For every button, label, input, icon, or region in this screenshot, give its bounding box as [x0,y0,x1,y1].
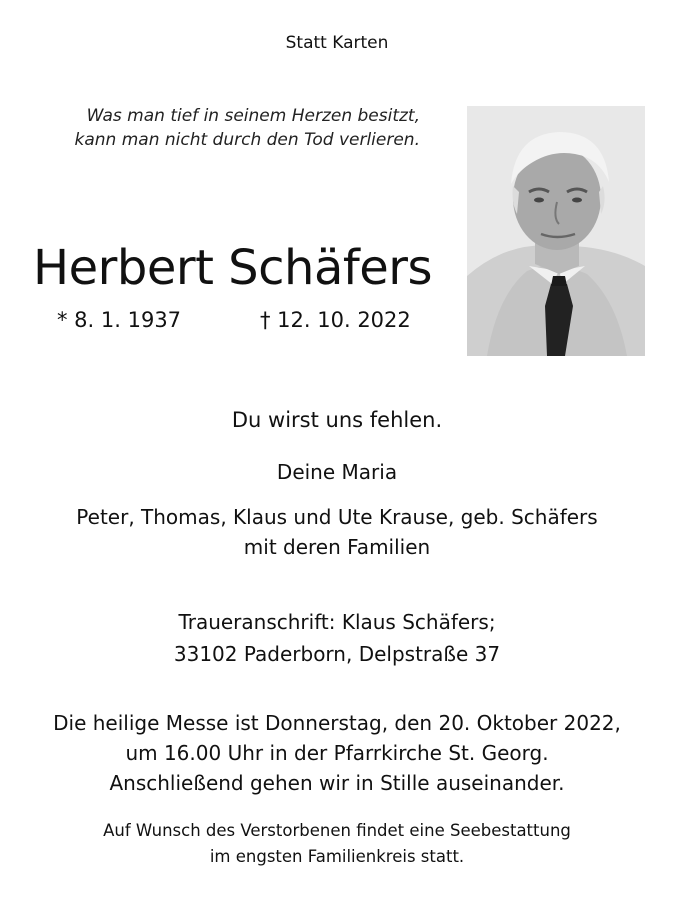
service-line-1: Die heilige Messe ist Donnerstag, den 20. Oktober 2022, [53,711,621,735]
birth-date: * 8. 1. 1937 [57,308,182,332]
service-line-2: um 16.00 Uhr in der Pfarrkirche St. Georg. [125,741,549,765]
spouse-signature: Deine Maria [276,460,398,484]
family-line-1: Peter, Thomas, Klaus und Ute Krause, geb. Schäfers [76,505,598,529]
portrait-photo [467,106,645,356]
burial-info [0,818,674,870]
burial-line-1: Auf Wunsch des Verstorbenen findet eine Seebestattung [103,821,571,840]
memorial-quote [75,104,421,152]
quote-line-2: kann man nicht durch den Tod verlieren. [74,130,420,150]
family-line-2: mit deren Familien [243,535,431,559]
family-mourners [0,502,674,562]
burial-line-2: im engsten Familienkreis statt. [209,847,465,866]
address-line-1: Traueranschrift: Klaus Schäfers; [178,610,496,634]
header-statt-karten: Statt Karten [285,33,389,53]
closing-line: Du wirst uns fehlen. [231,408,443,432]
mourning-address [0,606,674,670]
quote-line-1: Was man tief in seinem Herzen besitzt, [86,106,420,126]
service-line-3: Anschließend gehen wir in Stille auseinander. [109,771,565,795]
address-line-2: 33102 Paderborn, Delpstraße 37 [173,642,501,666]
portrait-illustration [467,106,645,356]
service-info [0,708,674,798]
death-date: † 12. 10. 2022 [260,308,411,332]
deceased-name: Herbert Schäfers [33,240,433,296]
